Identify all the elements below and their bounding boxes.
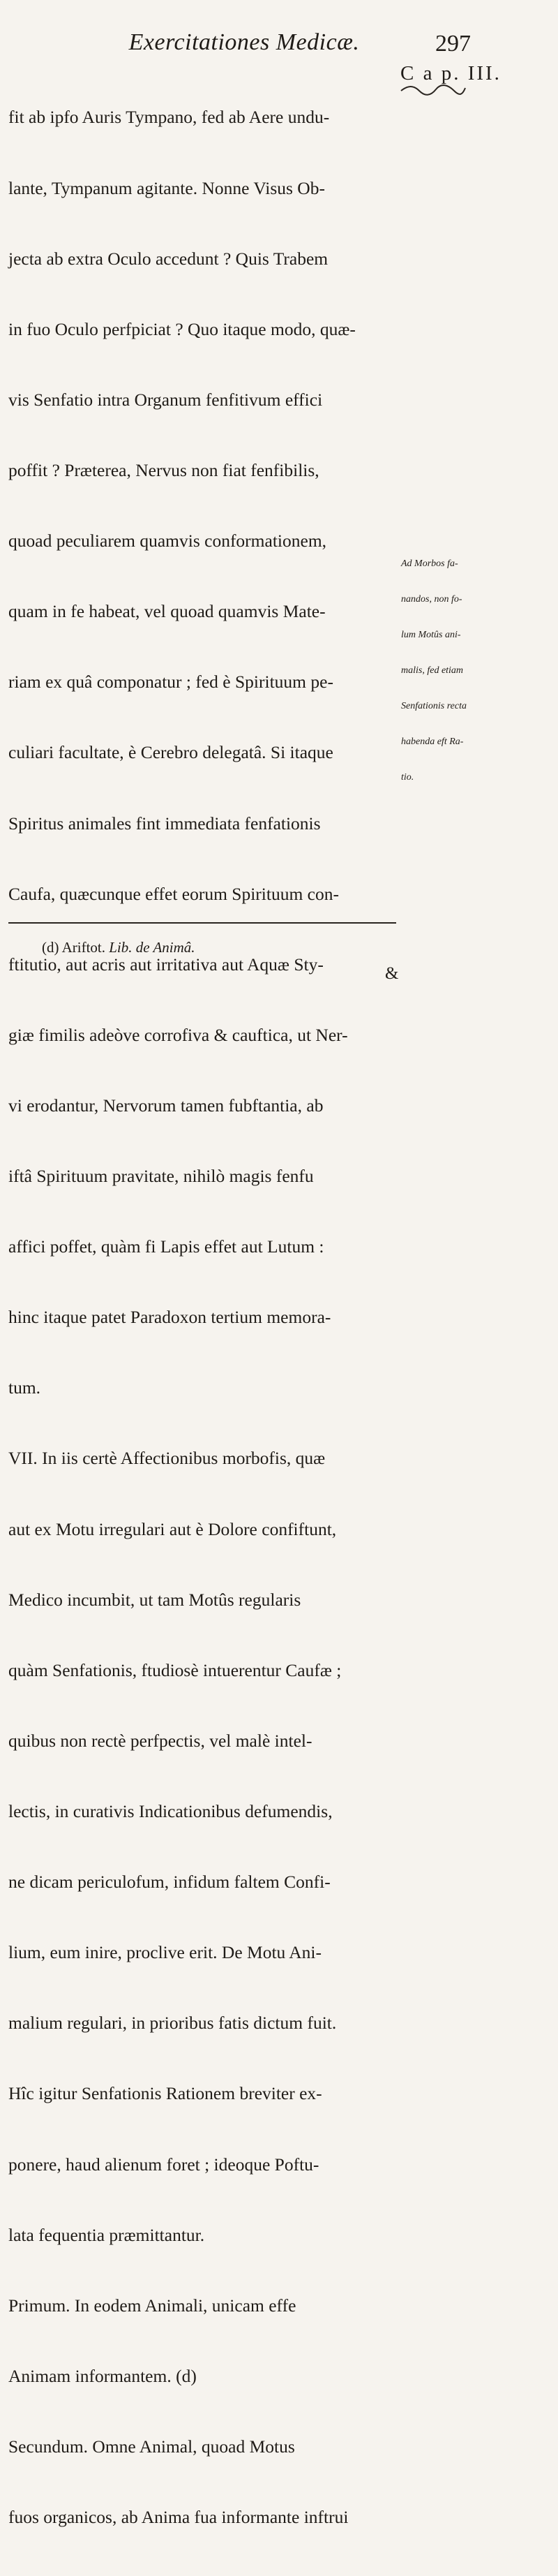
marginal-line: malis, fed etiam xyxy=(401,665,464,676)
text-line: quibus non rectè perfpectis, vel malè intel- xyxy=(8,1730,312,1751)
marginal-note xyxy=(401,534,485,807)
text-line: aut ex Motu irregulari aut è Dolore confiftunt, xyxy=(8,1518,337,1539)
text-line: in fuo Oculo perfpiciat ? Quo itaque modo, quæ- xyxy=(8,318,356,339)
text-line: quam in fe habeat, vel quoad quamvis Mate- xyxy=(8,601,326,622)
marginal-line: Ad Morbos fa- xyxy=(401,558,458,569)
marginal-line: nandos, non fo- xyxy=(401,594,462,605)
text-line: Secundum. Omne Animal, quoad Motus xyxy=(8,2436,295,2457)
text-line: fit ab ipfo Auris Tympano, fed ab Aere undu- xyxy=(8,107,330,128)
chapter-label: C a p. III. xyxy=(400,62,502,84)
page-number: 297 xyxy=(435,31,471,57)
chapter-ornament-icon xyxy=(400,84,467,96)
marginal-line: Senfationis recta xyxy=(401,701,467,711)
text-line: poffit ? Præterea, Nervus non fiat fenfibilis, xyxy=(8,459,319,480)
marginal-line: tio. xyxy=(401,772,414,783)
main-text xyxy=(8,59,399,2576)
text-line: Hîc igitur Senfationis Rationem breviter ex- xyxy=(8,2083,322,2104)
text-line: lata fequentia præmittantur. xyxy=(8,2224,205,2245)
text-line: ponere, haud alienum foret ; ideoque Poftu- xyxy=(8,2154,319,2175)
text-line: tum. xyxy=(8,1377,41,1398)
text-line: ne dicam periculofum, infidum faltem Confi- xyxy=(8,1872,331,1893)
text-line: lectis, in curativis Indicationibus defumendis, xyxy=(8,1801,333,1822)
text-line: Caufa, quæcunque effet eorum Spirituum con- xyxy=(8,883,339,904)
text-line: malium regulari, in prioribus fatis dictum fuit. xyxy=(8,2013,337,2034)
text-line: giæ fimilis adeòve corrofiva & cauftica, ut Ner- xyxy=(8,1024,348,1045)
text-line: lante, Tympanum agitante. Nonne Visus Ob- xyxy=(8,177,325,198)
text-line: vis Senfatio intra Organum fenfitivum effici xyxy=(8,389,323,410)
footnote-author: Ariftot. xyxy=(61,939,105,956)
footnote xyxy=(42,939,195,956)
running-head-title: Exercitationes Medicæ. xyxy=(128,29,360,55)
text-line: vi erodantur, Nervorum tamen fubftantia, ab xyxy=(8,1095,324,1116)
footnote-work: Lib. de Animâ. xyxy=(109,939,195,956)
marginal-line: lum Motûs ani- xyxy=(401,630,461,640)
footnote-marker: (d) xyxy=(42,939,59,956)
text-line: Medico incumbit, ut tam Motûs regularis xyxy=(8,1589,301,1610)
text-line: Primum. In eodem Animali, unicam effe xyxy=(8,2295,296,2316)
text-line: fuos organicos, ab Anima fua informante inftrui xyxy=(8,2507,349,2528)
text-line: lium, eum inire, proclive erit. De Motu Ani- xyxy=(8,1942,322,1963)
text-line: quoad peculiarem quamvis conformationem, xyxy=(8,531,327,552)
text-line: jecta ab extra Oculo accedunt ? Quis Trabem xyxy=(8,248,329,269)
text-line: hinc itaque patet Paradoxon tertium memora- xyxy=(8,1307,331,1328)
text-line: affici poffet, quàm fi Lapis effet aut Lutum : xyxy=(8,1236,324,1257)
text-line: VII. In iis certè Affectionibus morbofis, quæ xyxy=(8,1448,326,1469)
marginal-line: habenda eft Ra- xyxy=(401,736,464,747)
text-line: quàm Senfationis, ftudiosè intuerentur Caufæ ; xyxy=(8,1659,342,1680)
text-line: Animam informantem. (d) xyxy=(8,2365,197,2386)
text-line: riam ex quâ componatur ; fed è Spirituum pe- xyxy=(8,672,333,693)
text-line: ftitutio, aut acris aut irritativa aut Aquæ Sty- xyxy=(8,954,324,975)
text-line: iftâ Spirituum pravitate, nihilò magis fenfu xyxy=(8,1166,314,1187)
catchword: & xyxy=(385,964,399,983)
text-line: culiari facultate, è Cerebro delegatâ. Si itaque xyxy=(8,742,333,763)
footnote-divider xyxy=(8,922,396,924)
text-line: Spiritus animales fint immediata fenfationis xyxy=(8,813,321,834)
